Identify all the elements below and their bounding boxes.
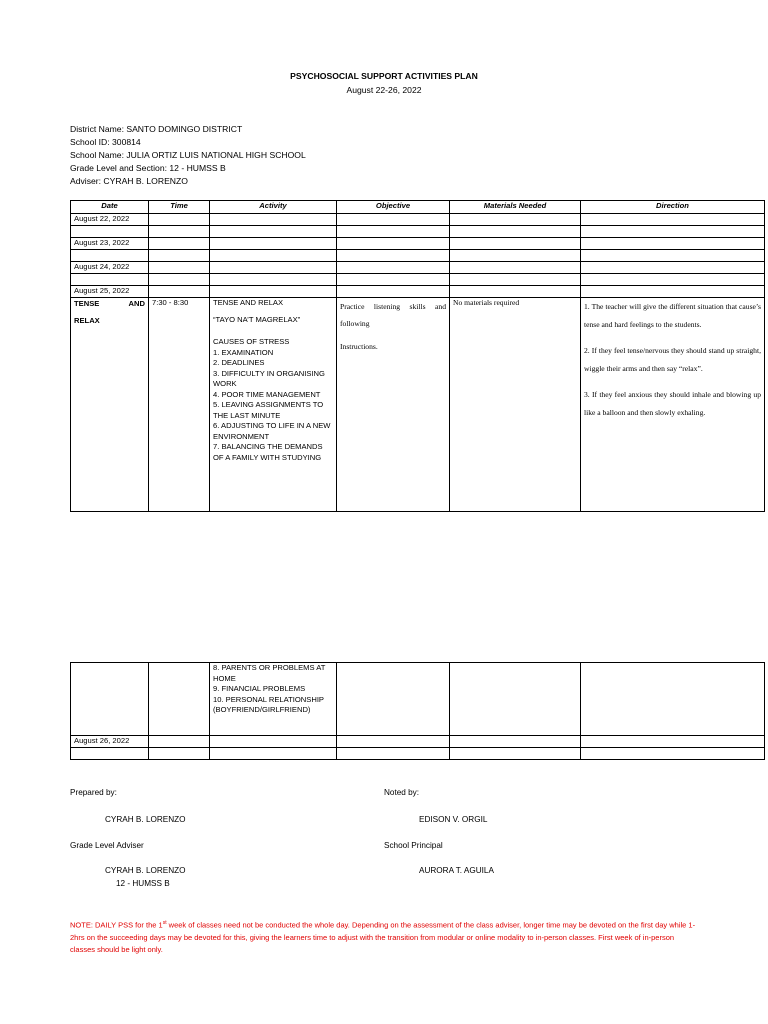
note-superscript: st (162, 920, 167, 926)
header-activity: Activity (210, 201, 337, 214)
direction-step: 2. If they feel tense/nervous they should stand up straight, wiggle their arms and then say “relax”. (584, 346, 761, 373)
causes-heading: CAUSES OF STRESS (213, 337, 290, 346)
school-name: School Name: JULIA ORTIZ LUIS NATIONAL HIGH SCHOOL (70, 150, 306, 160)
direction-step: 3. If they feel anxious they should inhale and blowing up like a balloon and then slowly exhaling. (584, 390, 761, 417)
date-label-left: TENSE (74, 299, 100, 308)
cause-item: 3. DIFFICULTY IN ORGANISING WORK (213, 368, 325, 388)
objective-cell (337, 298, 450, 512)
document-title: PSYCHOSOCIAL SUPPORT ACTIVITIES PLAN (290, 71, 478, 81)
cause-item: 6. ADJUSTING TO LIFE IN A NEW ENVIRONMENT (213, 421, 331, 441)
time-cell: 7:30 - 8:30 (149, 298, 210, 512)
activity-quote: “TAYO NA’T MAGRELAX” (213, 314, 301, 324)
table-row (71, 286, 765, 298)
date-label-line2: RELAX (74, 315, 100, 325)
direction-cell (581, 298, 765, 512)
activities-table-continued (70, 662, 765, 760)
grade-section: Grade Level and Section: 12 - HUMSS B (70, 163, 226, 173)
direction-step: 1. The teacher will give the different situation that cause’s tense and hard feelings to the students. (584, 302, 761, 329)
header-date: Date (71, 201, 149, 214)
adviser: Adviser: CYRAH B. LORENZO (70, 176, 188, 186)
cause-item: 10. PERSONAL RELATIONSHIP (BOYFRIEND/GIRLFRIEND) (213, 694, 324, 714)
note-text-rest: week of classes need not be conducted the whole day. Depending on the assessment of the class adviser, longer time may be devoted on the first day while 1-2hrs on the succeeding days may be devoted for this, giving the learners time to adjust with the transition from modular or online modality to in-person classes. First week of in-person classes should be light only. (70, 920, 696, 954)
adviser-section: 12 - HUMSS B (116, 879, 170, 888)
date-cell: August 25, 2022 (71, 286, 149, 298)
activity-date-cell (71, 298, 149, 512)
date-label-right: AND (128, 299, 145, 308)
cause-item: 2. DEADLINES (213, 358, 265, 367)
table-row (71, 238, 765, 250)
cause-item: 8. PARENTS OR PROBLEMS AT HOME (213, 663, 326, 683)
date-cell: August 24, 2022 (71, 262, 149, 274)
adviser-signature-name: CYRAH B. LORENZO (105, 866, 186, 875)
prepared-by-label: Prepared by: (70, 788, 117, 797)
table-header-row (71, 201, 765, 214)
header-objective: Objective (337, 201, 450, 214)
header-materials: Materials Needed (450, 201, 581, 214)
objective-text: Practice listening skills and following (340, 302, 446, 328)
objective-text-2: Instructions. (340, 342, 378, 351)
school-id: School ID: 300814 (70, 137, 141, 147)
noted-by-name: EDISON V. ORGIL (419, 815, 488, 824)
activity-title: TENSE AND RELAX (213, 298, 284, 307)
aurora-signature-name: AURORA T. AGUILA (419, 866, 494, 875)
prepared-by-name: CYRAH B. LORENZO (105, 815, 186, 824)
activity-cell-continued (210, 663, 337, 736)
document-date-range: August 22-26, 2022 (346, 85, 422, 95)
prepared-by-role: Grade Level Adviser (70, 841, 144, 850)
activities-table (70, 200, 765, 512)
table-row (71, 262, 765, 274)
activity-row-continued (71, 663, 765, 736)
table-row (71, 736, 765, 748)
header-direction: Direction (581, 201, 765, 214)
cause-item: 1. EXAMINATION (213, 347, 274, 357)
date-cell: August 23, 2022 (71, 238, 149, 250)
cause-item: 4. POOR TIME MANAGEMENT (213, 389, 321, 399)
materials-cell: No materials required (450, 298, 581, 512)
pss-note (70, 917, 700, 956)
cause-item: 5. LEAVING ASSIGNMENTS TO THE LAST MINUTE (213, 400, 324, 420)
cause-item: 7. BALANCING THE DEMANDS OF A FAMILY WITH STUDYING (213, 442, 323, 462)
activity-cell (210, 298, 337, 512)
date-cell: August 22, 2022 (71, 214, 149, 226)
header-time: Time (149, 201, 210, 214)
district-name: District Name: SANTO DOMINGO DISTRICT (70, 124, 243, 134)
cause-item: 9. FINANCIAL PROBLEMS (213, 684, 306, 693)
table-row (71, 214, 765, 226)
noted-by-role: School Principal (384, 841, 443, 850)
note-text-start: NOTE: DAILY PSS for the 1 (70, 920, 163, 930)
date-cell: August 26, 2022 (71, 736, 149, 748)
activity-row (71, 298, 765, 512)
noted-by-label: Noted by: (384, 788, 420, 797)
